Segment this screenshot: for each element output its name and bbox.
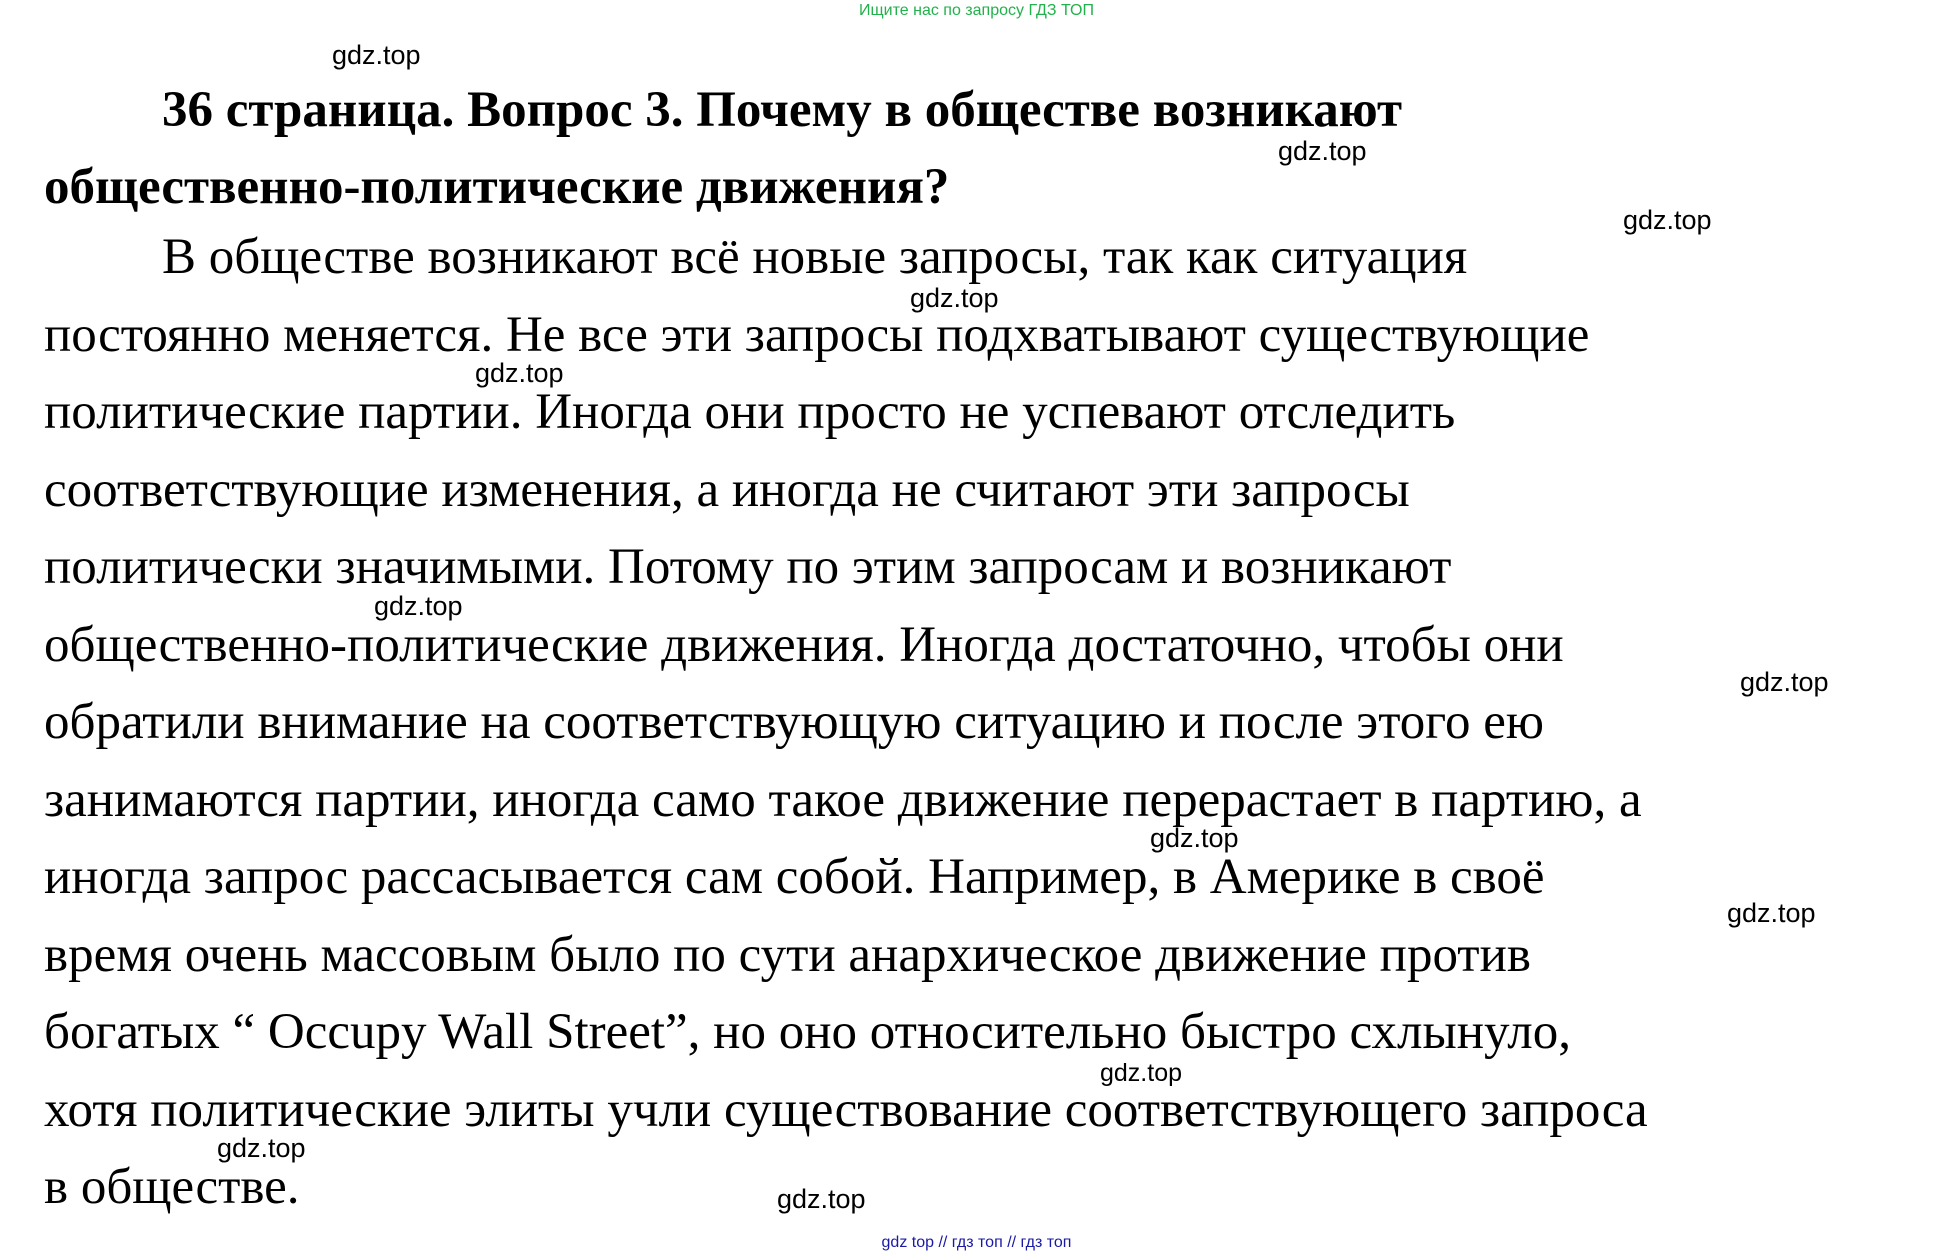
text-line: иногда запрос рассасывается сам собой. Например, в Америке в своё bbox=[44, 849, 1545, 905]
text-line: занимаются партии, иногда само такое движение перерастает в партию, а bbox=[44, 771, 1642, 828]
text-line: общественно-политические движения. Иногда достаточно, чтобы они bbox=[44, 616, 1564, 673]
watermark: gdz.top bbox=[1100, 1059, 1183, 1087]
text-line: В обществе возникают всё новые запросы, так как ситуация bbox=[162, 229, 1468, 285]
watermark: gdz.top bbox=[1150, 823, 1239, 853]
text-line: политически значимыми. Потому по этим запросам и возникают bbox=[44, 539, 1452, 595]
watermark: gdz.top bbox=[1727, 898, 1816, 928]
watermark: gdz.top bbox=[1278, 136, 1367, 166]
watermark: gdz.top bbox=[1623, 205, 1712, 235]
answer-text bbox=[44, 219, 1934, 1227]
watermark: gdz.top bbox=[777, 1184, 866, 1214]
top-banner: Ищите нас по запросу ГДЗ ТОП bbox=[859, 2, 1094, 19]
text-line: соответствующие изменения, а иногда не считают эти запросы bbox=[44, 461, 1410, 518]
watermark: gdz.top bbox=[332, 40, 421, 70]
watermark: gdz.top bbox=[475, 358, 564, 388]
text-line: постоянно меняется. Не все эти запросы подхватывают существующие bbox=[44, 306, 1590, 363]
watermark: gdz.top bbox=[1740, 667, 1829, 697]
text-line: политические партии. Иногда они просто не успевают отследить bbox=[44, 384, 1456, 440]
text-line: богатых “ Occupy Wall Street”, но оно относительно быстро схлынуло, bbox=[44, 1004, 1571, 1060]
heading-line: общественно-политические движения? bbox=[44, 159, 950, 215]
question-heading bbox=[44, 72, 1924, 226]
text-line: обратили внимание на соответствующую ситуацию и после этого ею bbox=[44, 694, 1544, 750]
watermark: gdz.top bbox=[374, 591, 463, 621]
watermark: gdz.top bbox=[910, 283, 999, 313]
text-line: в обществе. bbox=[44, 1159, 300, 1215]
text-line: время очень массовым было по сути анархическое движение против bbox=[44, 926, 1531, 983]
heading-line: 36 страница. Вопрос 3. Почему в обществе возникают bbox=[162, 82, 1403, 138]
text-line: хотя политические элиты учли существование соответствующего запроса bbox=[44, 1081, 1648, 1138]
watermark: gdz.top bbox=[217, 1133, 306, 1163]
footer-links: gdz top // гдз топ // гдз топ bbox=[881, 1234, 1072, 1251]
